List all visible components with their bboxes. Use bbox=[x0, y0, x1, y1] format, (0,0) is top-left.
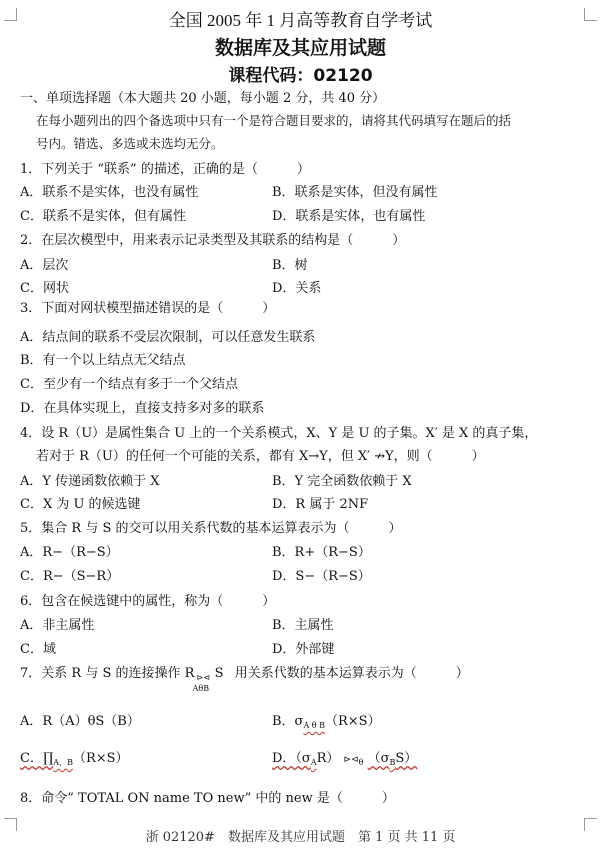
question-7-option-d bbox=[272, 750, 417, 772]
question-1-option-a: A．联系不是实体，也没有属性 bbox=[20, 185, 199, 200]
question-4-option-b: B．Y 完全函数依赖于 X bbox=[272, 474, 412, 489]
question-4-option-a: A．Y 传递函数依赖于 X bbox=[20, 474, 160, 489]
option-b-sigma: B．σ bbox=[272, 714, 304, 729]
question-3-option-b: B．有一个以上结点无父结点 bbox=[20, 353, 186, 368]
question-4-option-d: D．R 属于 2NF bbox=[272, 497, 369, 512]
question-5-option-c: C．R−（S−R） bbox=[20, 569, 120, 584]
question-2-option-a: A．层次 bbox=[20, 258, 69, 273]
page-title: 数据库及其应用试题 bbox=[214, 37, 386, 59]
question-2-option-d: D．关系 bbox=[272, 281, 322, 296]
join-relation-r: R bbox=[184, 666, 195, 681]
question-5-stem: 5．集合 R 与 S 的交可以用关系代数的基本运算表示为（ ） bbox=[20, 521, 402, 536]
question-4-stem-line-1: 4．设 R（U）是属性集合 U 上的一个关系模式，X、Y 是 U 的子集。X′ 是 X 的真子集， bbox=[20, 426, 538, 441]
question-6-option-c: C．域 bbox=[20, 642, 56, 657]
question-6-option-a: A．非主属性 bbox=[20, 618, 95, 633]
join-relation-s: S bbox=[214, 666, 224, 681]
question-1-option-d: D．联系是实体，也有属性 bbox=[272, 209, 426, 224]
option-c-attributes: A，B bbox=[53, 758, 73, 767]
question-7-option-b bbox=[272, 713, 381, 735]
option-d-r: R） bbox=[316, 751, 340, 766]
join-expression bbox=[184, 665, 231, 693]
question-1-option-b: B．联系是实体，但没有属性 bbox=[272, 185, 438, 200]
option-d-sigma-a: D．（σ bbox=[272, 751, 311, 766]
question-2-stem: 2．在层次模型中，用来表示记录类型及其联系的结构是（ ） bbox=[20, 233, 406, 248]
question-8-stem: 8．命令” TOTAL ON name TO new” 中的 new 是（ ） bbox=[20, 791, 395, 806]
question-7-option-a: A．R（A）θS（B） bbox=[20, 714, 140, 729]
question-3-stem: 3．下面对网状模型描述错误的是（ ） bbox=[20, 301, 276, 316]
question-7-option-c bbox=[20, 750, 129, 772]
question-3-option-a: A．结点间的联系不受层次限制，可以任意发生联系 bbox=[20, 330, 316, 345]
exam-header: 全国 2005 年 1 月高等教育自学考试 bbox=[168, 11, 433, 30]
join-condition: AθB bbox=[192, 684, 210, 693]
instruction-line-1: 在每小题列出的四个备选项中只有一个是符合题目要求的，请将其代码填写在题后的括 bbox=[36, 113, 512, 128]
option-c-rest: （R×S） bbox=[72, 751, 129, 766]
question-4-option-c: C．X 为 U 的候选键 bbox=[20, 497, 141, 512]
question-4-stem-line-2: 若对于 R（U）的任何一个可能的关系，都有 X→Y，但 X′ ↛Y，则（ ） bbox=[36, 449, 485, 464]
question-7-stem-pre: 7．关系 R 与 S 的连接操作 bbox=[20, 666, 185, 681]
question-3-option-c: C．至少有一个结点有多于一个父结点 bbox=[20, 377, 238, 392]
question-7-stem-post: 用关系代数的基本运算表示为（ ） bbox=[230, 666, 469, 681]
question-6-option-d: D．外部键 bbox=[272, 642, 335, 657]
question-5-option-d: D．S−（R−S） bbox=[272, 569, 371, 584]
question-1-option-c: C．联系不是实体，但有属性 bbox=[20, 209, 186, 224]
question-7-stem bbox=[20, 665, 469, 693]
option-d-join-theta: θ bbox=[358, 758, 364, 767]
question-6-stem: 6．包含在候选键中的属性，称为（ ） bbox=[20, 594, 276, 609]
option-d-s: S） bbox=[395, 751, 418, 766]
option-d-sigma-b: （σ bbox=[367, 751, 390, 766]
option-b-condition: A θ B bbox=[303, 721, 325, 730]
section-title: 一、单项选择题（本大题共 20 小题，每小题 2 分，共 40 分） bbox=[20, 91, 386, 106]
option-d-join-symbol: ⊳⊲ bbox=[343, 755, 359, 765]
question-1-stem: 1．下列关于 “联系” 的描述，正确的是（ ） bbox=[20, 162, 310, 177]
question-2-option-c: C．网状 bbox=[20, 281, 69, 296]
course-code: 课程代码：02120 bbox=[228, 66, 373, 86]
option-d-sub-a: A bbox=[310, 758, 317, 767]
option-c-pi: C．∏ bbox=[20, 751, 54, 766]
option-b-rest: （R×S） bbox=[325, 714, 381, 729]
question-3-option-d: D．在具体实现上，直接支持多对多的联系 bbox=[20, 401, 265, 416]
question-6-option-b: B．主属性 bbox=[272, 618, 334, 633]
question-2-option-b: B．树 bbox=[272, 258, 308, 273]
instruction-line-2: 号内。错选、多选或未选均无分。 bbox=[36, 136, 224, 151]
join-symbol: ⊳⊲ bbox=[196, 673, 211, 682]
option-d-sub-b: B bbox=[389, 758, 396, 767]
question-5-option-b: B．R+（R−S） bbox=[272, 545, 371, 560]
question-5-option-a: A．R−（R−S） bbox=[20, 545, 119, 560]
page-footer: 浙 02120# 数据库及其应用试题 第 1 页 共 11 页 bbox=[145, 830, 456, 845]
